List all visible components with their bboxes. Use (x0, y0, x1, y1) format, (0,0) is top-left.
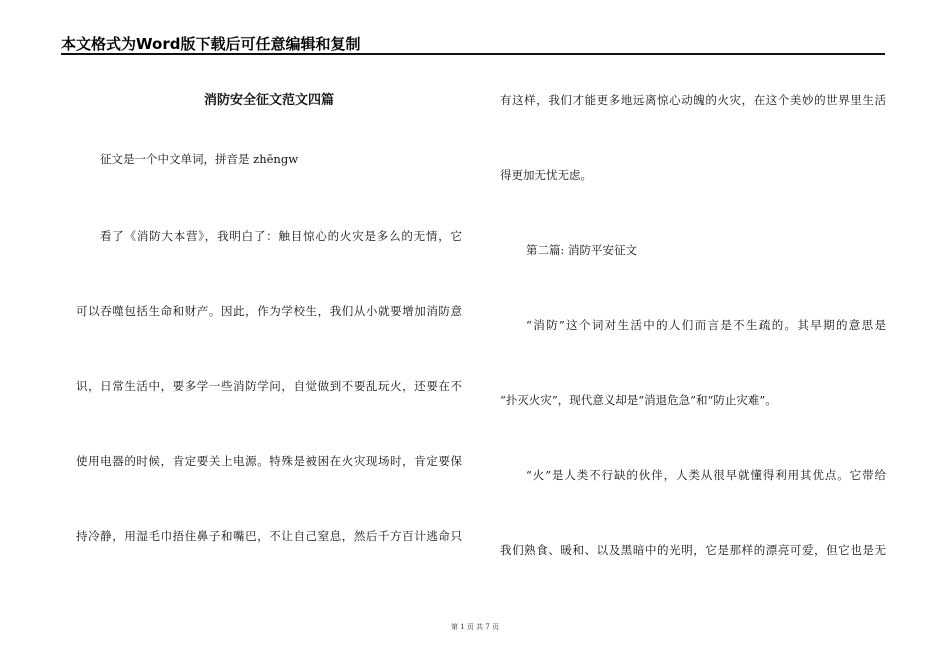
paragraph-line: 得更加无忧无虑。 (500, 168, 592, 182)
paragraph-line: 识，日常生活中，要多学一些消防学问，自觉做到不要乱玩火，还要在不 (76, 379, 462, 393)
paragraph-line: 我们熟食、暖和、以及黑暗中的光明，它是那样的漂亮可爱，但它也是无 (500, 543, 886, 557)
left-column (76, 0, 462, 672)
document-header-title: 本文格式为Word版下载后可任意编辑和复制 (61, 35, 361, 53)
right-column (500, 0, 886, 672)
paragraph-line: “消防”这个词对生活中的人们而言是不生疏的。其早期的意思是 (526, 318, 886, 332)
paragraph-line: 征文是一个中文单词，拼音是 zhēngw (100, 152, 299, 166)
document-title: 消防安全征文范文四篇 (203, 93, 334, 108)
page-number-footer: 第 1 页 共 7 页 (450, 623, 500, 631)
paragraph-line: 有这样，我们才能更多地远离惊心动魄的火灾，在这个美妙的世界里生活 (500, 93, 886, 107)
paragraph-line: 可以吞噬包括生命和财产。因此，作为学校生，我们从小就要增加消防意 (76, 304, 462, 318)
paragraph-line: “火”是人类不行缺的伙伴，人类从很早就懂得利用其优点。它带给 (526, 468, 886, 482)
paragraph-line: 使用电器的时候，肯定要关上电源。特殊是被困在火灾现场时，肯定要保 (76, 454, 462, 468)
section-heading: 第二篇: 消防平安征文 (526, 243, 638, 257)
paragraph-line: 看了《消防大本营》，我明白了：触目惊心的火灾是多么的无情，它 (100, 229, 462, 243)
paragraph-line: 持冷静，用湿毛巾捂住鼻子和嘴巴，不让自己窒息，然后千方百计逃命只 (76, 529, 462, 543)
paragraph-line: “扑灭火灾”，现代意义却是“消退危急”和“防止灾难”。 (500, 393, 777, 407)
